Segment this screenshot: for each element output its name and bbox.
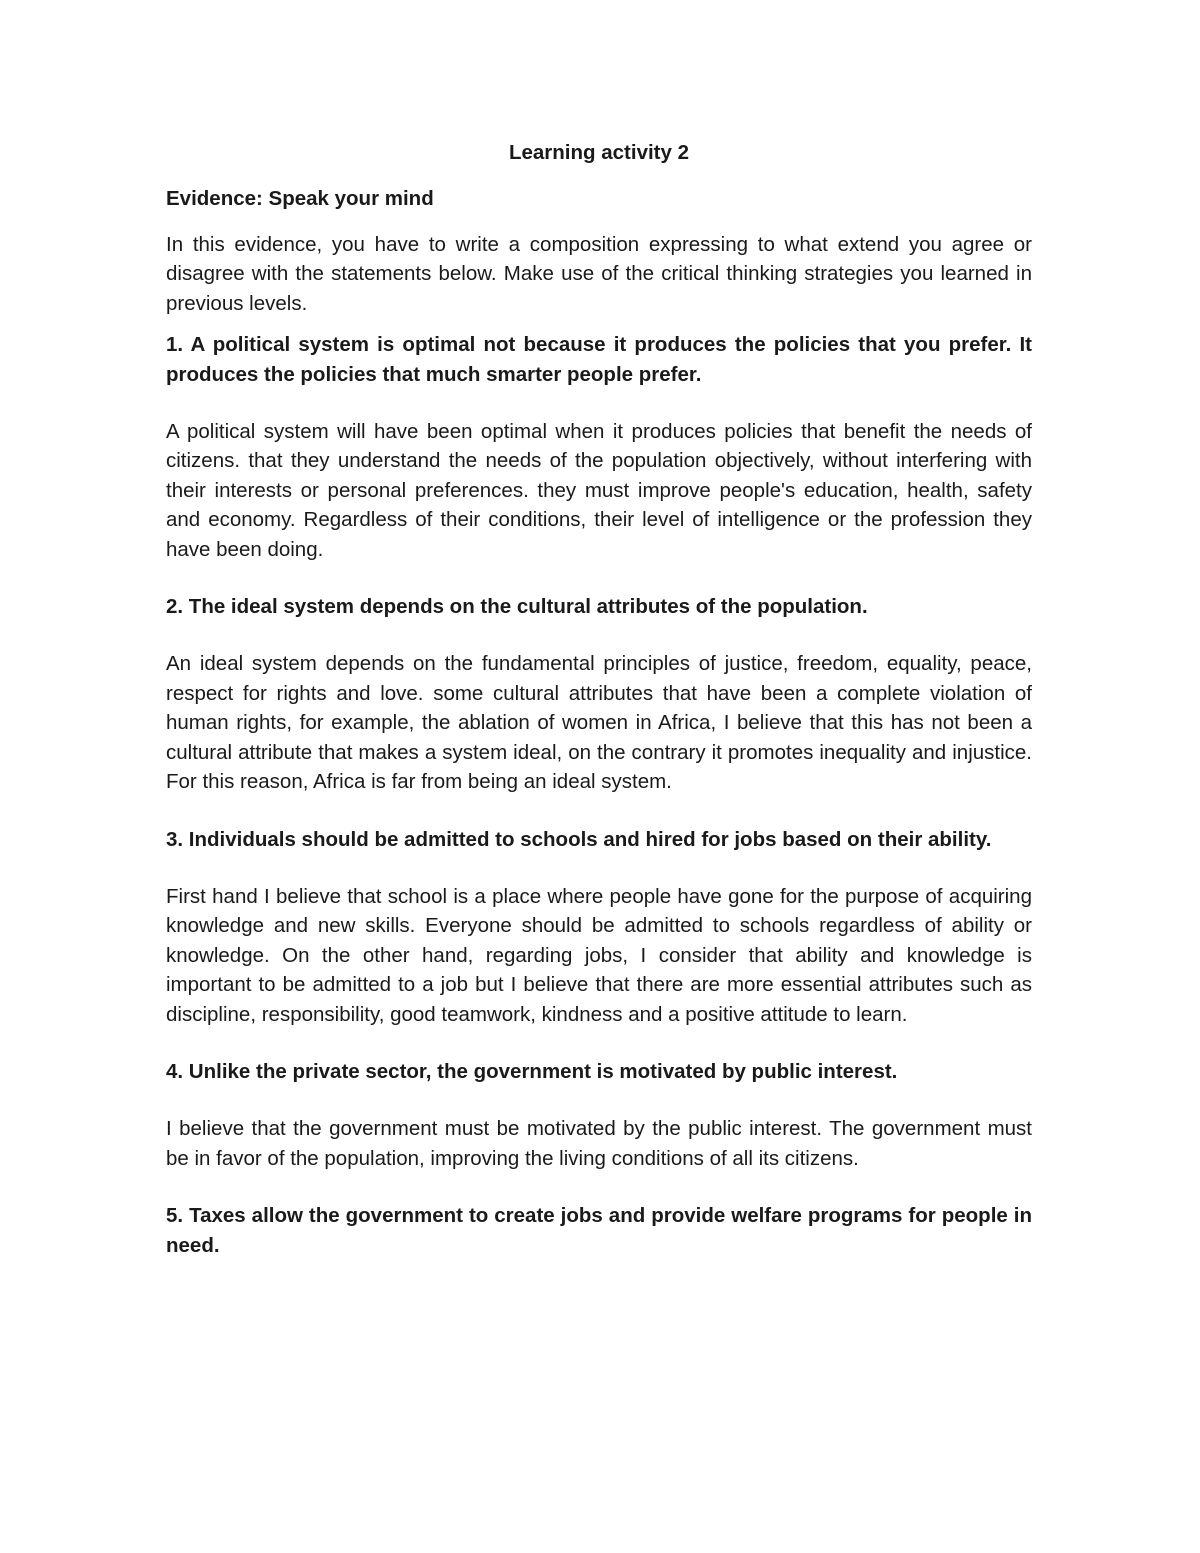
response-1: A political system will have been optimal when it produces policies that benefit the needs of citizens. that they understand the needs of the population objectively, without interfering with their interests or personal preferences. they must improve people's education, health, safety and economy. Regardless of their conditions, their level of intelligence or the profession they have been doing. bbox=[166, 420, 1032, 561]
statement-3: 3. Individuals should be admitted to schools and hired for jobs based on their ability. bbox=[166, 827, 992, 851]
document-body bbox=[166, 138, 1032, 1260]
response-2: An ideal system depends on the fundamental principles of justice, freedom, equality, peace, respect for rights and love. some cultural attributes that have been a complete violation of human rights, for example, the ablation of women in Africa, I believe that this has not been a cultural attribute that makes a system ideal, on the contrary it promotes inequality and injustice. For this reason, Africa is far from being an ideal system. bbox=[166, 652, 1032, 794]
response-4: I believe that the government must be motivated by the public interest. The government must be in favor of the population, improving the living conditions of all its citizens. bbox=[166, 1117, 1032, 1170]
statement-4: 4. Unlike the private sector, the government is motivated by public interest. bbox=[166, 1059, 898, 1083]
statement-1: 1. A political system is optimal not because it produces the policies that you prefer. It produces the policies that much smarter people prefer. bbox=[166, 333, 1032, 386]
intro-paragraph: In this evidence, you have to write a composition expressing to what extend you agree or disagree with the statements below. Make use of the critical thinking strategies you learned in previous levels. bbox=[166, 233, 1032, 315]
statement-2: 2. The ideal system depends on the cultural attributes of the population. bbox=[166, 595, 868, 619]
statement-5: 5. Taxes allow the government to create jobs and provide welfare programs for people in need. bbox=[166, 1204, 1032, 1257]
document-title: Learning activity 2 bbox=[508, 141, 689, 164]
evidence-heading: Evidence: Speak your mind bbox=[166, 187, 434, 210]
response-3: First hand I believe that school is a place where people have gone for the purpose of acquiring knowledge and new skills. Everyone should be admitted to schools regardless of ability or knowledge. On the other hand, regarding jobs, I consider that ability and knowledge is important to be admitted to a job but I believe that there are more essential attributes such as discipline, responsibility, good teamwork, kindness and a positive attitude to learn. bbox=[166, 884, 1032, 1026]
